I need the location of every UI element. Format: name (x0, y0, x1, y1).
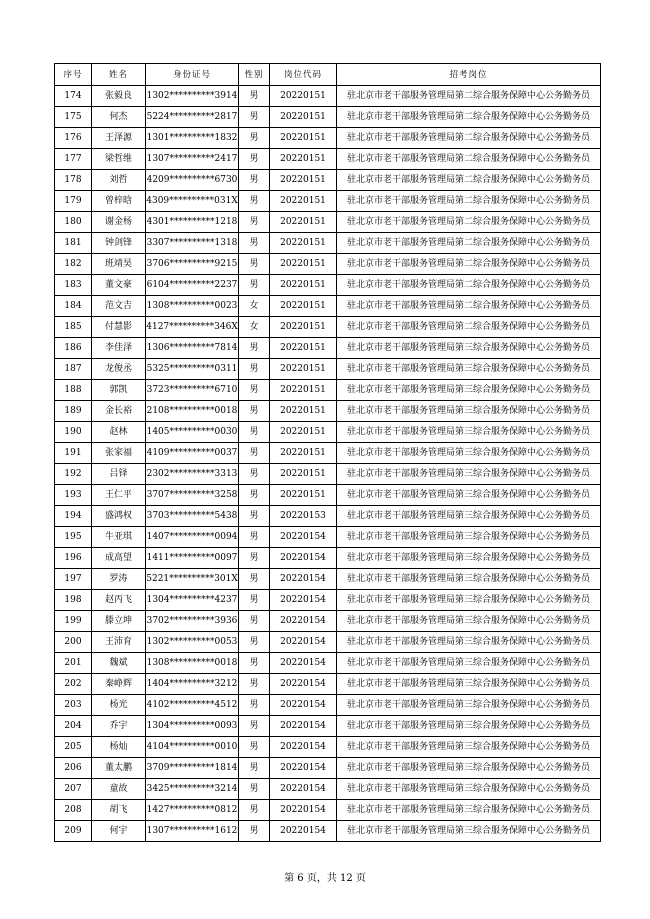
cell-serial: 183 (55, 275, 92, 296)
cell-name: 牛亚琪 (92, 527, 146, 548)
cell-post: 驻北京市老干部服务管理局第三综合服务保障中心公务勤务员 (337, 737, 601, 758)
table-header-row (55, 64, 601, 86)
cell-post-code: 20220154 (270, 758, 337, 779)
table-row (55, 422, 601, 443)
cell-post-code: 20220151 (270, 380, 337, 401)
cell-post: 驻北京市老干部服务管理局第三综合服务保障中心公务勤务员 (337, 821, 601, 842)
cell-name: 盛鸿权 (92, 506, 146, 527)
cell-name: 何杰 (92, 107, 146, 128)
table-row (55, 632, 601, 653)
table-row (55, 779, 601, 800)
cell-post-code: 20220154 (270, 800, 337, 821)
table-row (55, 590, 601, 611)
cell-name: 何宇 (92, 821, 146, 842)
cell-post: 驻北京市老干部服务管理局第二综合服务保障中心公务勤务员 (337, 149, 601, 170)
cell-gender: 男 (239, 779, 270, 800)
cell-post-code: 20220154 (270, 527, 337, 548)
cell-id-number: 1304**********4237 (146, 590, 239, 611)
table-row (55, 674, 601, 695)
cell-post: 驻北京市老干部服务管理局第二综合服务保障中心公务勤务员 (337, 254, 601, 275)
cell-name: 李佳泽 (92, 338, 146, 359)
cell-id-number: 6104**********2237 (146, 275, 239, 296)
cell-gender: 男 (239, 170, 270, 191)
cell-gender: 男 (239, 821, 270, 842)
table-row (55, 254, 601, 275)
cell-post-code: 20220151 (270, 233, 337, 254)
cell-name: 范文吉 (92, 296, 146, 317)
cell-serial: 178 (55, 170, 92, 191)
cell-gender: 男 (239, 737, 270, 758)
cell-gender: 男 (239, 611, 270, 632)
cell-post-code: 20220151 (270, 170, 337, 191)
cell-post: 驻北京市老干部服务管理局第二综合服务保障中心公务勤务员 (337, 233, 601, 254)
cell-name: 童故 (92, 779, 146, 800)
header-post: 招考岗位 (337, 64, 601, 86)
table-row (55, 464, 601, 485)
cell-post: 驻北京市老干部服务管理局第三综合服务保障中心公务勤务员 (337, 464, 601, 485)
cell-id-number: 1302**********3914 (146, 86, 239, 107)
cell-id-number: 4102**********4512 (146, 695, 239, 716)
cell-gender: 男 (239, 380, 270, 401)
cell-serial: 197 (55, 569, 92, 590)
cell-name: 滕立坤 (92, 611, 146, 632)
cell-serial: 192 (55, 464, 92, 485)
table-row (55, 380, 601, 401)
cell-post-code: 20220151 (270, 275, 337, 296)
cell-gender: 男 (239, 86, 270, 107)
table-row (55, 653, 601, 674)
cell-gender: 男 (239, 254, 270, 275)
cell-serial: 188 (55, 380, 92, 401)
cell-id-number: 5224**********2817 (146, 107, 239, 128)
cell-post: 驻北京市老干部服务管理局第三综合服务保障中心公务勤务员 (337, 758, 601, 779)
table-row (55, 296, 601, 317)
cell-serial: 194 (55, 506, 92, 527)
table-row (55, 821, 601, 842)
cell-serial: 176 (55, 128, 92, 149)
cell-post-code: 20220151 (270, 317, 337, 338)
cell-post-code: 20220154 (270, 674, 337, 695)
cell-name: 王仁平 (92, 485, 146, 506)
table-row (55, 716, 601, 737)
table-row (55, 359, 601, 380)
cell-name: 赵丙飞 (92, 590, 146, 611)
cell-post: 驻北京市老干部服务管理局第三综合服务保障中心公务勤务员 (337, 506, 601, 527)
cell-id-number: 1306**********7814 (146, 338, 239, 359)
cell-serial: 196 (55, 548, 92, 569)
table-row (55, 191, 601, 212)
cell-gender: 男 (239, 506, 270, 527)
cell-post: 驻北京市老干部服务管理局第三综合服务保障中心公务勤务员 (337, 716, 601, 737)
cell-serial: 206 (55, 758, 92, 779)
cell-serial: 193 (55, 485, 92, 506)
table-row (55, 758, 601, 779)
cell-serial: 199 (55, 611, 92, 632)
cell-gender: 男 (239, 674, 270, 695)
cell-post-code: 20220154 (270, 632, 337, 653)
cell-post: 驻北京市老干部服务管理局第二综合服务保障中心公务勤务员 (337, 191, 601, 212)
cell-name: 乔宇 (92, 716, 146, 737)
cell-name: 魏斌 (92, 653, 146, 674)
table-row (55, 485, 601, 506)
cell-id-number: 4309**********031X (146, 191, 239, 212)
cell-name: 梁哲维 (92, 149, 146, 170)
cell-serial: 181 (55, 233, 92, 254)
cell-post-code: 20220151 (270, 149, 337, 170)
cell-post-code: 20220154 (270, 569, 337, 590)
cell-serial: 205 (55, 737, 92, 758)
cell-post: 驻北京市老干部服务管理局第三综合服务保障中心公务勤务员 (337, 359, 601, 380)
cell-post-code: 20220151 (270, 86, 337, 107)
cell-gender: 男 (239, 590, 270, 611)
cell-post-code: 20220154 (270, 695, 337, 716)
cell-post-code: 20220151 (270, 464, 337, 485)
cell-id-number: 1304**********0093 (146, 716, 239, 737)
cell-id-number: 3703**********5438 (146, 506, 239, 527)
cell-name: 吕铎 (92, 464, 146, 485)
cell-id-number: 1302**********0053 (146, 632, 239, 653)
cell-post-code: 20220151 (270, 485, 337, 506)
cell-id-number: 1404**********3212 (146, 674, 239, 695)
cell-post: 驻北京市老干部服务管理局第三综合服务保障中心公务勤务员 (337, 611, 601, 632)
cell-post: 驻北京市老干部服务管理局第三综合服务保障中心公务勤务员 (337, 443, 601, 464)
cell-gender: 男 (239, 485, 270, 506)
cell-post: 驻北京市老干部服务管理局第三综合服务保障中心公务勤务员 (337, 422, 601, 443)
cell-post-code: 20220151 (270, 107, 337, 128)
cell-serial: 201 (55, 653, 92, 674)
cell-id-number: 4209**********6730 (146, 170, 239, 191)
cell-post: 驻北京市老干部服务管理局第三综合服务保障中心公务勤务员 (337, 527, 601, 548)
cell-gender: 男 (239, 149, 270, 170)
table-row (55, 149, 601, 170)
cell-post-code: 20220151 (270, 401, 337, 422)
cell-gender: 女 (239, 317, 270, 338)
cell-serial: 190 (55, 422, 92, 443)
cell-id-number: 3702**********3936 (146, 611, 239, 632)
cell-post: 驻北京市老干部服务管理局第三综合服务保障中心公务勤务员 (337, 653, 601, 674)
cell-id-number: 2108**********0018 (146, 401, 239, 422)
cell-post: 驻北京市老干部服务管理局第三综合服务保障中心公务勤务员 (337, 779, 601, 800)
cell-post-code: 20220151 (270, 443, 337, 464)
header-name: 姓名 (92, 64, 146, 86)
cell-gender: 男 (239, 401, 270, 422)
cell-serial: 198 (55, 590, 92, 611)
cell-post-code: 20220151 (270, 254, 337, 275)
cell-name: 成高望 (92, 548, 146, 569)
cell-post: 驻北京市老干部服务管理局第三综合服务保障中心公务勤务员 (337, 338, 601, 359)
cell-name: 郭凯 (92, 380, 146, 401)
table-row (55, 212, 601, 233)
table-row (55, 86, 601, 107)
cell-post: 驻北京市老干部服务管理局第三综合服务保障中心公务勤务员 (337, 590, 601, 611)
cell-post: 驻北京市老干部服务管理局第二综合服务保障中心公务勤务员 (337, 275, 601, 296)
cell-id-number: 3707**********3258 (146, 485, 239, 506)
cell-post: 驻北京市老干部服务管理局第二综合服务保障中心公务勤务员 (337, 86, 601, 107)
cell-post-code: 20220151 (270, 359, 337, 380)
table-row (55, 233, 601, 254)
cell-id-number: 4104**********0010 (146, 737, 239, 758)
cell-post-code: 20220154 (270, 548, 337, 569)
cell-name: 董文豪 (92, 275, 146, 296)
table-row (55, 800, 601, 821)
cell-serial: 204 (55, 716, 92, 737)
cell-gender: 男 (239, 548, 270, 569)
cell-id-number: 1308**********0018 (146, 653, 239, 674)
cell-gender: 男 (239, 191, 270, 212)
cell-post-code: 20220154 (270, 653, 337, 674)
cell-post-code: 20220151 (270, 128, 337, 149)
cell-post-code: 20220154 (270, 611, 337, 632)
cell-serial: 202 (55, 674, 92, 695)
cell-gender: 男 (239, 338, 270, 359)
cell-serial: 189 (55, 401, 92, 422)
cell-id-number: 1307**********2417 (146, 149, 239, 170)
cell-post-code: 20220151 (270, 422, 337, 443)
cell-gender: 男 (239, 569, 270, 590)
cell-serial: 208 (55, 800, 92, 821)
cell-id-number: 3706**********9215 (146, 254, 239, 275)
cell-post-code: 20220151 (270, 191, 337, 212)
cell-post-code: 20220153 (270, 506, 337, 527)
table-row (55, 611, 601, 632)
cell-post: 驻北京市老干部服务管理局第三综合服务保障中心公务勤务员 (337, 485, 601, 506)
table-row (55, 695, 601, 716)
cell-serial: 209 (55, 821, 92, 842)
cell-name: 金长裕 (92, 401, 146, 422)
cell-name: 杨灿 (92, 737, 146, 758)
cell-gender: 男 (239, 653, 270, 674)
cell-gender: 女 (239, 296, 270, 317)
cell-name: 刘哲 (92, 170, 146, 191)
table-row (55, 506, 601, 527)
cell-post: 驻北京市老干部服务管理局第三综合服务保障中心公务勤务员 (337, 569, 601, 590)
cell-gender: 男 (239, 422, 270, 443)
table-row (55, 317, 601, 338)
cell-name: 谢金杨 (92, 212, 146, 233)
cell-serial: 186 (55, 338, 92, 359)
table-body (55, 86, 601, 842)
cell-post-code: 20220154 (270, 821, 337, 842)
cell-name: 董太鹏 (92, 758, 146, 779)
cell-name: 王泽源 (92, 128, 146, 149)
cell-name: 付慧影 (92, 317, 146, 338)
cell-serial: 184 (55, 296, 92, 317)
cell-serial: 179 (55, 191, 92, 212)
cell-post: 驻北京市老干部服务管理局第二综合服务保障中心公务勤务员 (337, 212, 601, 233)
table-row (55, 170, 601, 191)
cell-id-number: 3723**********6710 (146, 380, 239, 401)
cell-serial: 175 (55, 107, 92, 128)
cell-serial: 177 (55, 149, 92, 170)
table-row (55, 527, 601, 548)
cell-name: 曾梓晗 (92, 191, 146, 212)
cell-gender: 男 (239, 758, 270, 779)
page-footer: 第 6 页，共 12 页 (284, 873, 366, 884)
cell-post: 驻北京市老干部服务管理局第三综合服务保障中心公务勤务员 (337, 380, 601, 401)
cell-post: 驻北京市老干部服务管理局第三综合服务保障中心公务勤务员 (337, 695, 601, 716)
cell-name: 班靖昊 (92, 254, 146, 275)
table-row (55, 107, 601, 128)
cell-gender: 男 (239, 695, 270, 716)
cell-post: 驻北京市老干部服务管理局第二综合服务保障中心公务勤务员 (337, 107, 601, 128)
cell-id-number: 1301**********1832 (146, 128, 239, 149)
table-row (55, 569, 601, 590)
cell-name: 龙俊丞 (92, 359, 146, 380)
cell-gender: 男 (239, 527, 270, 548)
cell-id-number: 1308**********0023 (146, 296, 239, 317)
cell-serial: 180 (55, 212, 92, 233)
cell-post: 驻北京市老干部服务管理局第二综合服务保障中心公务勤务员 (337, 296, 601, 317)
cell-gender: 男 (239, 632, 270, 653)
cell-post-code: 20220151 (270, 212, 337, 233)
cell-id-number: 4109**********0037 (146, 443, 239, 464)
table-row (55, 338, 601, 359)
cell-id-number: 3307**********1318 (146, 233, 239, 254)
cell-id-number: 1407**********0094 (146, 527, 239, 548)
cell-name: 王沛育 (92, 632, 146, 653)
cell-serial: 187 (55, 359, 92, 380)
cell-serial: 191 (55, 443, 92, 464)
cell-post: 驻北京市老干部服务管理局第二综合服务保障中心公务勤务员 (337, 128, 601, 149)
cell-id-number: 1411**********0097 (146, 548, 239, 569)
cell-id-number: 1405**********0030 (146, 422, 239, 443)
table-row (55, 128, 601, 149)
cell-serial: 203 (55, 695, 92, 716)
candidate-table (54, 63, 601, 842)
cell-name: 张毅良 (92, 86, 146, 107)
cell-id-number: 3425**********3214 (146, 779, 239, 800)
cell-post-code: 20220151 (270, 338, 337, 359)
cell-id-number: 1427**********0812 (146, 800, 239, 821)
cell-post: 驻北京市老干部服务管理局第二综合服务保障中心公务勤务员 (337, 170, 601, 191)
cell-post-code: 20220154 (270, 737, 337, 758)
cell-post: 驻北京市老干部服务管理局第三综合服务保障中心公务勤务员 (337, 800, 601, 821)
table-row (55, 443, 601, 464)
cell-gender: 男 (239, 128, 270, 149)
cell-name: 赵林 (92, 422, 146, 443)
cell-post: 驻北京市老干部服务管理局第三综合服务保障中心公务勤务员 (337, 548, 601, 569)
header-serial: 序号 (55, 64, 92, 86)
cell-serial: 200 (55, 632, 92, 653)
cell-gender: 男 (239, 233, 270, 254)
cell-id-number: 1307**********1612 (146, 821, 239, 842)
cell-post: 驻北京市老干部服务管理局第三综合服务保障中心公务勤务员 (337, 632, 601, 653)
table-row (55, 737, 601, 758)
cell-post: 驻北京市老干部服务管理局第三综合服务保障中心公务勤务员 (337, 401, 601, 422)
cell-post-code: 20220154 (270, 716, 337, 737)
table-row (55, 548, 601, 569)
cell-serial: 185 (55, 317, 92, 338)
cell-name: 秦峥辉 (92, 674, 146, 695)
cell-serial: 182 (55, 254, 92, 275)
cell-gender: 男 (239, 800, 270, 821)
cell-id-number: 5325**********0311 (146, 359, 239, 380)
cell-id-number: 5221**********301X (146, 569, 239, 590)
cell-serial: 195 (55, 527, 92, 548)
cell-post: 驻北京市老干部服务管理局第三综合服务保障中心公务勤务员 (337, 674, 601, 695)
cell-name: 罗涛 (92, 569, 146, 590)
cell-name: 张家福 (92, 443, 146, 464)
cell-serial: 207 (55, 779, 92, 800)
cell-name: 胡飞 (92, 800, 146, 821)
cell-name: 杨光 (92, 695, 146, 716)
cell-gender: 男 (239, 716, 270, 737)
cell-gender: 男 (239, 107, 270, 128)
cell-name: 钟剑锋 (92, 233, 146, 254)
header-id-number: 身份证号 (146, 64, 239, 86)
cell-post: 驻北京市老干部服务管理局第二综合服务保障中心公务勤务员 (337, 317, 601, 338)
cell-id-number: 3709**********1814 (146, 758, 239, 779)
cell-id-number: 4301**********1218 (146, 212, 239, 233)
cell-post-code: 20220154 (270, 779, 337, 800)
cell-post-code: 20220154 (270, 590, 337, 611)
cell-gender: 男 (239, 359, 270, 380)
table-row (55, 401, 601, 422)
cell-serial: 174 (55, 86, 92, 107)
cell-id-number: 2302**********3313 (146, 464, 239, 485)
cell-gender: 男 (239, 443, 270, 464)
table-row (55, 275, 601, 296)
cell-gender: 男 (239, 464, 270, 485)
header-post-code: 岗位代码 (270, 64, 337, 86)
cell-id-number: 4127**********346X (146, 317, 239, 338)
cell-gender: 男 (239, 212, 270, 233)
cell-post-code: 20220151 (270, 296, 337, 317)
header-gender: 性别 (239, 64, 270, 86)
cell-gender: 男 (239, 275, 270, 296)
